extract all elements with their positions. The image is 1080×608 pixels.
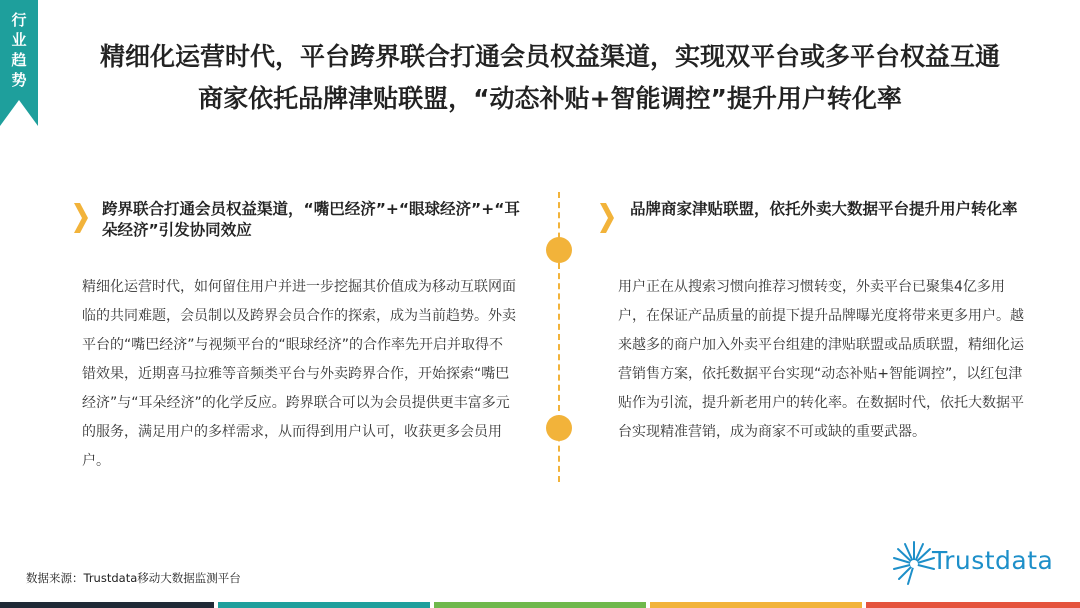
right-section-heading: 品牌商家津贴联盟，依托外卖大数据平台提升用户转化率 [630,200,1018,218]
bottom-bar-segment [650,602,862,608]
tag-notch [0,100,38,126]
left-section-body: 精细化运营时代，如何留住用户并进一步挖掘其价值成为移动互联网面临的共同难题，会员制以及跨界会员合作的探索，成为当前趋势。外卖平台的“嘴巴经济”与视频平台的“眼球经济”的合作率先开启并取得不错效果，近期喜马拉雅等音频类平台与外卖跨界合作，开始探索“嘴巴经济”与“耳朵经济”的化学反应。跨界联合可以为会员提供更丰富多元的服务，满足用户的多样需求，从而得到用户认可，收获更多会员用户。 [82,279,516,469]
divider-dot-bottom [546,415,572,441]
burst-logo-icon [890,536,938,588]
title-line-2: 商家依托品牌津贴联盟，“动态补贴+智能调控”提升用户转化率 [198,84,902,113]
chevron-right-icon [74,203,88,233]
bottom-bar-segment [218,602,430,608]
bottom-bar-segment [866,602,1080,608]
left-section-heading: 跨界联合打通会员权益渠道，“嘴巴经济”+“眼球经济”+“耳朵经济”引发协同效应 [102,200,520,239]
data-source-note: 数据来源：Trustdata移动大数据监测平台 [26,571,241,585]
category-tag-label: 行业趋势 [11,11,27,89]
chevron-right-icon [600,203,614,233]
trustdata-logo [890,536,1070,588]
bottom-bar-segment [0,602,214,608]
logo-text: Trustdata [932,546,1054,575]
right-section-body: 用户正在从搜索习惯向推荐习惯转变，外卖平台已聚集4亿多用户，在保证产品质量的前提下提升品牌曝光度将带来更多用户。越来越多的商户加入外卖平台组建的津贴联盟或品质联盟，精细化运营销售方案，依托数据平台实现“动态补贴+智能调控”，以红包津贴作为引流，提升新老用户的转化率。在数据时代，依托大数据平台实现精准营销，成为商家不可或缺的重要武器。 [618,279,1024,440]
category-tag [0,0,38,126]
bottom-bar-segment [434,602,646,608]
divider-dot-top [546,237,572,263]
page-title [50,36,1050,120]
title-line-1: 精细化运营时代，平台跨界联合打通会员权益渠道，实现双平台或多平台权益互通 [99,42,1000,71]
